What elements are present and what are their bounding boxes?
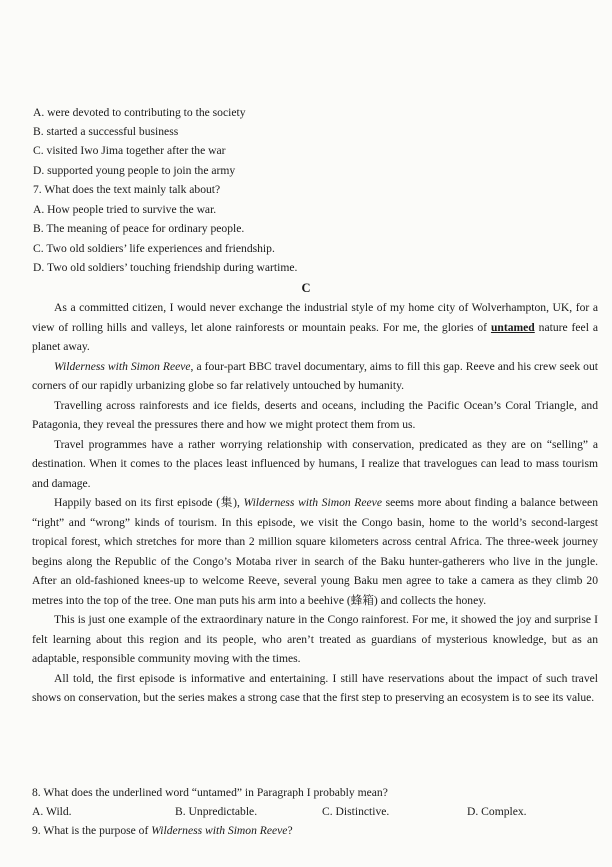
q7-option-a: A. How people tried to survive the war. (33, 203, 217, 216)
q7-option-b: B. The meaning of peace for ordinary people. (33, 222, 245, 235)
underlined-word: untamed (490, 320, 535, 334)
q6-option-a: A. were devoted to contributing to the society (33, 106, 246, 119)
q6-option-b: B. started a successful business (33, 125, 179, 138)
q8-option-b: B. Unpredictable. (175, 805, 258, 818)
show-title: Wilderness with Simon Reeve (54, 359, 191, 373)
q8-option-a: A. Wild. (32, 805, 72, 818)
q9-stem: 9. What is the purpose of Wilderness with Simon Reeve? (32, 824, 293, 837)
passage-paragraph-3: Travelling across rainforests and ice fields, deserts and oceans, including the Pacific Ocean’s Coral Triangle, and Patagonia, they reveal the pressures there and how we might protect them from us. (32, 398, 598, 431)
q6-option-d: D. supported young people to join the army (33, 164, 236, 177)
show-title: Wilderness with Simon Reeve (243, 496, 382, 509)
passage-paragraph-5: Happily based on its first episode (集), Wilderness with Simon Reeve seems more about finding a balance between “right” and “wrong” kinds of tourism. In this episode, we visit the Congo basin, home to the world’s second-largest tropical forest, which stretches for more than 2 million square kilometers across central Africa. The three-week journey begins along the Republic of the Congo’s Motaba river in search of the Baku hunter-gatherers who live in the jungle. After an old-fashioned knees-up to welcome Reeve, several young Baku men agree to take a camera as they climb 20 metres into the top of the tree. One man puts his arm into a beehive (蜂箱) and collects the honey. (32, 496, 598, 607)
q8-option-d: D. Complex. (467, 805, 527, 818)
passage-paragraph-4: Travel programmes have a rather worrying relationship with conservation, predicated as they are on “selling” a destination. When it comes to the places least influenced by humans, I realize that travelogues can lead to mass tourism and damage. (32, 437, 598, 490)
q8-option-c: C. Distinctive. (322, 805, 390, 818)
q6-option-c: C. visited Iwo Jima together after the war (33, 144, 226, 157)
q8-stem: 8. What does the underlined word “untamed” in Paragraph I probably mean? (32, 786, 388, 799)
section-heading: C (301, 281, 311, 295)
passage-paragraph-1: As a committed citizen, I would never exchange the industrial style of my home city of Wolverhampton, UK, for a view of rolling hills and valleys, let alone rainforests or mountain peaks. For me, the glories of untamed nature feel a planet away. (32, 301, 598, 353)
passage (32, 298, 598, 708)
passage-paragraph-7: All told, the first episode is informative and entertaining. I still have reservations about the impact of such travel shows on conservation, but the series makes a strong case that the first step to preserving an ecosystem is to see its value. (32, 671, 598, 704)
passage-paragraph-2: Wilderness with Simon Reeve, a four-part BBC travel documentary, aims to fill this gap. Reeve and his crew seek out corners of our rapidly urbanizing globe so far relatively untouched by humanity. (32, 359, 599, 392)
q7-option-d: D. Two old soldiers’ touching friendship during wartime. (33, 261, 298, 274)
q7-stem: 7. What does the text mainly talk about? (33, 183, 221, 196)
q7-option-c: C. Two old soldiers’ life experiences and friendship. (33, 242, 275, 255)
passage-paragraph-6: This is just one example of the extraordinary nature in the Congo rainforest. For me, it showed the joy and surprise I felt learning about this region and its people, who aren’t treated as guardians of mysterious knowledge, but as an adaptable, responsible community moving with the times. (32, 613, 598, 665)
